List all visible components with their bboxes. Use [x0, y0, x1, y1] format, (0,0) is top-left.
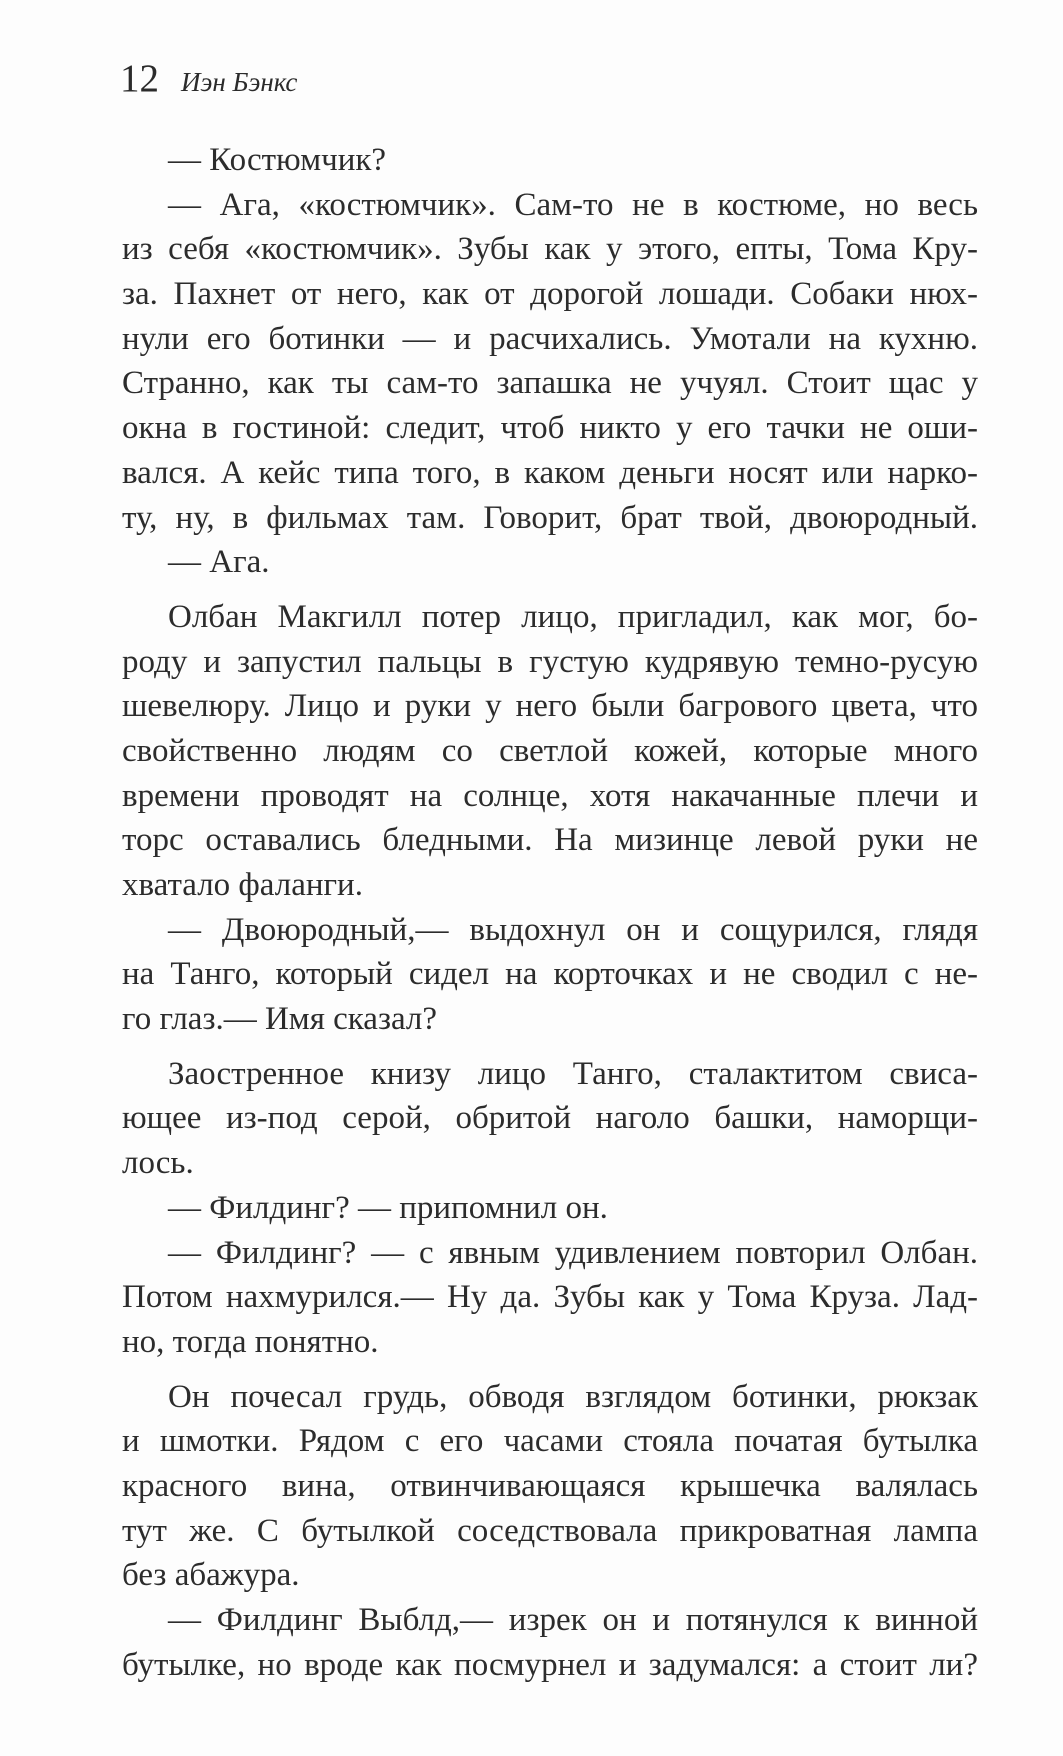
text-line: вался. А кейс типа того, в каком деньги носят или нарко- [122, 454, 978, 491]
text-line: — Филдинг? — с явным удивлением повторил Олбан. [168, 1234, 978, 1271]
text-line: — Филдинг Выблд,— изрек он и потянулся к винной [168, 1602, 978, 1638]
text-line: Заостренное книзу лицо Танго, сталактитом свиса- [168, 1055, 978, 1092]
text-line: Странно, как ты сам-то запашка не учуял. Стоит щас у [122, 365, 978, 402]
text-line: торс оставались бледными. На мизинце левой руки не [122, 822, 978, 859]
page-number: 12 [120, 57, 159, 100]
text-line: — Двоюродный,— выдохнул он и сощурился, глядя [168, 911, 978, 948]
text-line: и шмотки. Рядом с его часами стояла початая бутылка [122, 1423, 978, 1460]
text-line: тут же. С бутылкой соседствовала прикроватная лампа [122, 1512, 978, 1549]
text-line: времени проводят на солнце, хотя накачанные плечи и [122, 777, 978, 814]
text-line: ющее из-под серой, обритой наголо башки, наморщи- [122, 1100, 978, 1137]
text-line: — Костюмчик? [168, 142, 387, 178]
text-line: без абажура. [122, 1557, 300, 1594]
text-line: красного вина, отвинчивающаяся крышечка валялась [122, 1467, 978, 1504]
text-line: нули его ботинки — и расчихались. Умотали на кухню. [122, 320, 978, 357]
text-line: — Ага, «костюмчик». Сам-то не в костюме, но весь [168, 186, 978, 223]
text-line: роду и запустил пальцы в густую кудрявую темно-русую [122, 643, 978, 680]
text-line: за. Пахнет от него, как от дорогой лошади. Собаки нюх- [122, 276, 978, 313]
text-line: Потом нахмурился.— Ну да. Зубы как у Тома Круза. Лад- [122, 1279, 978, 1316]
text-line: бутылке, но вроде как посмурнел и задумался: а стоит ли? [122, 1646, 978, 1683]
running-head [120, 56, 297, 106]
text-line: го глаз.— Имя сказал? [122, 1001, 438, 1038]
text-line: шевелюру. Лицо и руки у него были багрового цвета, что [122, 688, 978, 725]
text-line: свойственно людям со светлой кожей, которые много [122, 732, 978, 769]
text-line: Олбан Макгилл потер лицо, пригладил, как мог, бо- [168, 598, 978, 635]
text-line: — Филдинг? — припомнил он. [168, 1189, 608, 1226]
text-line: Он почесал грудь, обводя взглядом ботинки, рюкзак [168, 1378, 978, 1415]
author-name: Иэн Бэнкс [181, 67, 298, 97]
body-text [122, 138, 978, 1687]
text-line: ту, ну, в фильмах там. Говорит, брат твой, двоюродный. [122, 499, 978, 536]
text-line: но, тогда понятно. [122, 1323, 379, 1360]
text-line: из себя «костюмчик». Зубы как у этого, епты, Тома Кру- [122, 231, 978, 268]
text-line: — Ага. [168, 544, 270, 581]
text-line: окна в гостиной: следит, чтоб никто у его тачки не оши- [122, 410, 978, 447]
text-line: хватало фаланги. [122, 867, 363, 903]
text-line: лось. [122, 1145, 194, 1182]
text-line: на Танго, который сидел на корточках и не сводил с не- [122, 956, 978, 993]
